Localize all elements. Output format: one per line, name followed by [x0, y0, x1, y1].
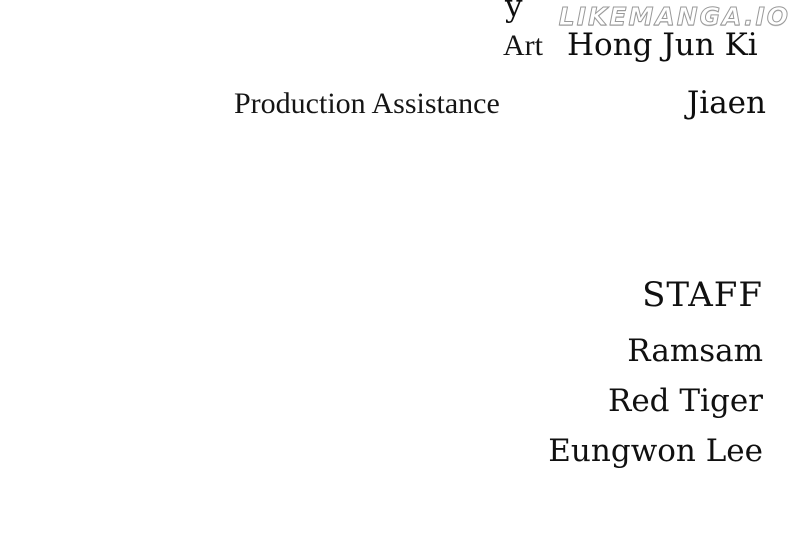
staff-name: Ramsam	[627, 333, 763, 369]
site-watermark: LIKEMANGA.IO	[558, 2, 790, 31]
credit-value-production-assistance: Jiaen	[686, 85, 766, 121]
credit-value-cutoff: y	[505, 0, 523, 24]
credit-label-art: Art	[503, 29, 543, 62]
staff-name: Eungwon Lee	[548, 433, 763, 470]
staff-title: STAFF	[642, 275, 763, 315]
staff-name: Red Tiger	[608, 383, 763, 420]
credit-value-art: Hong Jun Ki	[567, 27, 758, 63]
credit-row-production-assistance	[234, 85, 766, 121]
credit-row-art	[503, 27, 758, 63]
staff-section	[548, 275, 763, 477]
credit-label-production-assistance: Production Assistance	[234, 87, 500, 120]
credit-row-cutoff	[505, 0, 523, 24]
